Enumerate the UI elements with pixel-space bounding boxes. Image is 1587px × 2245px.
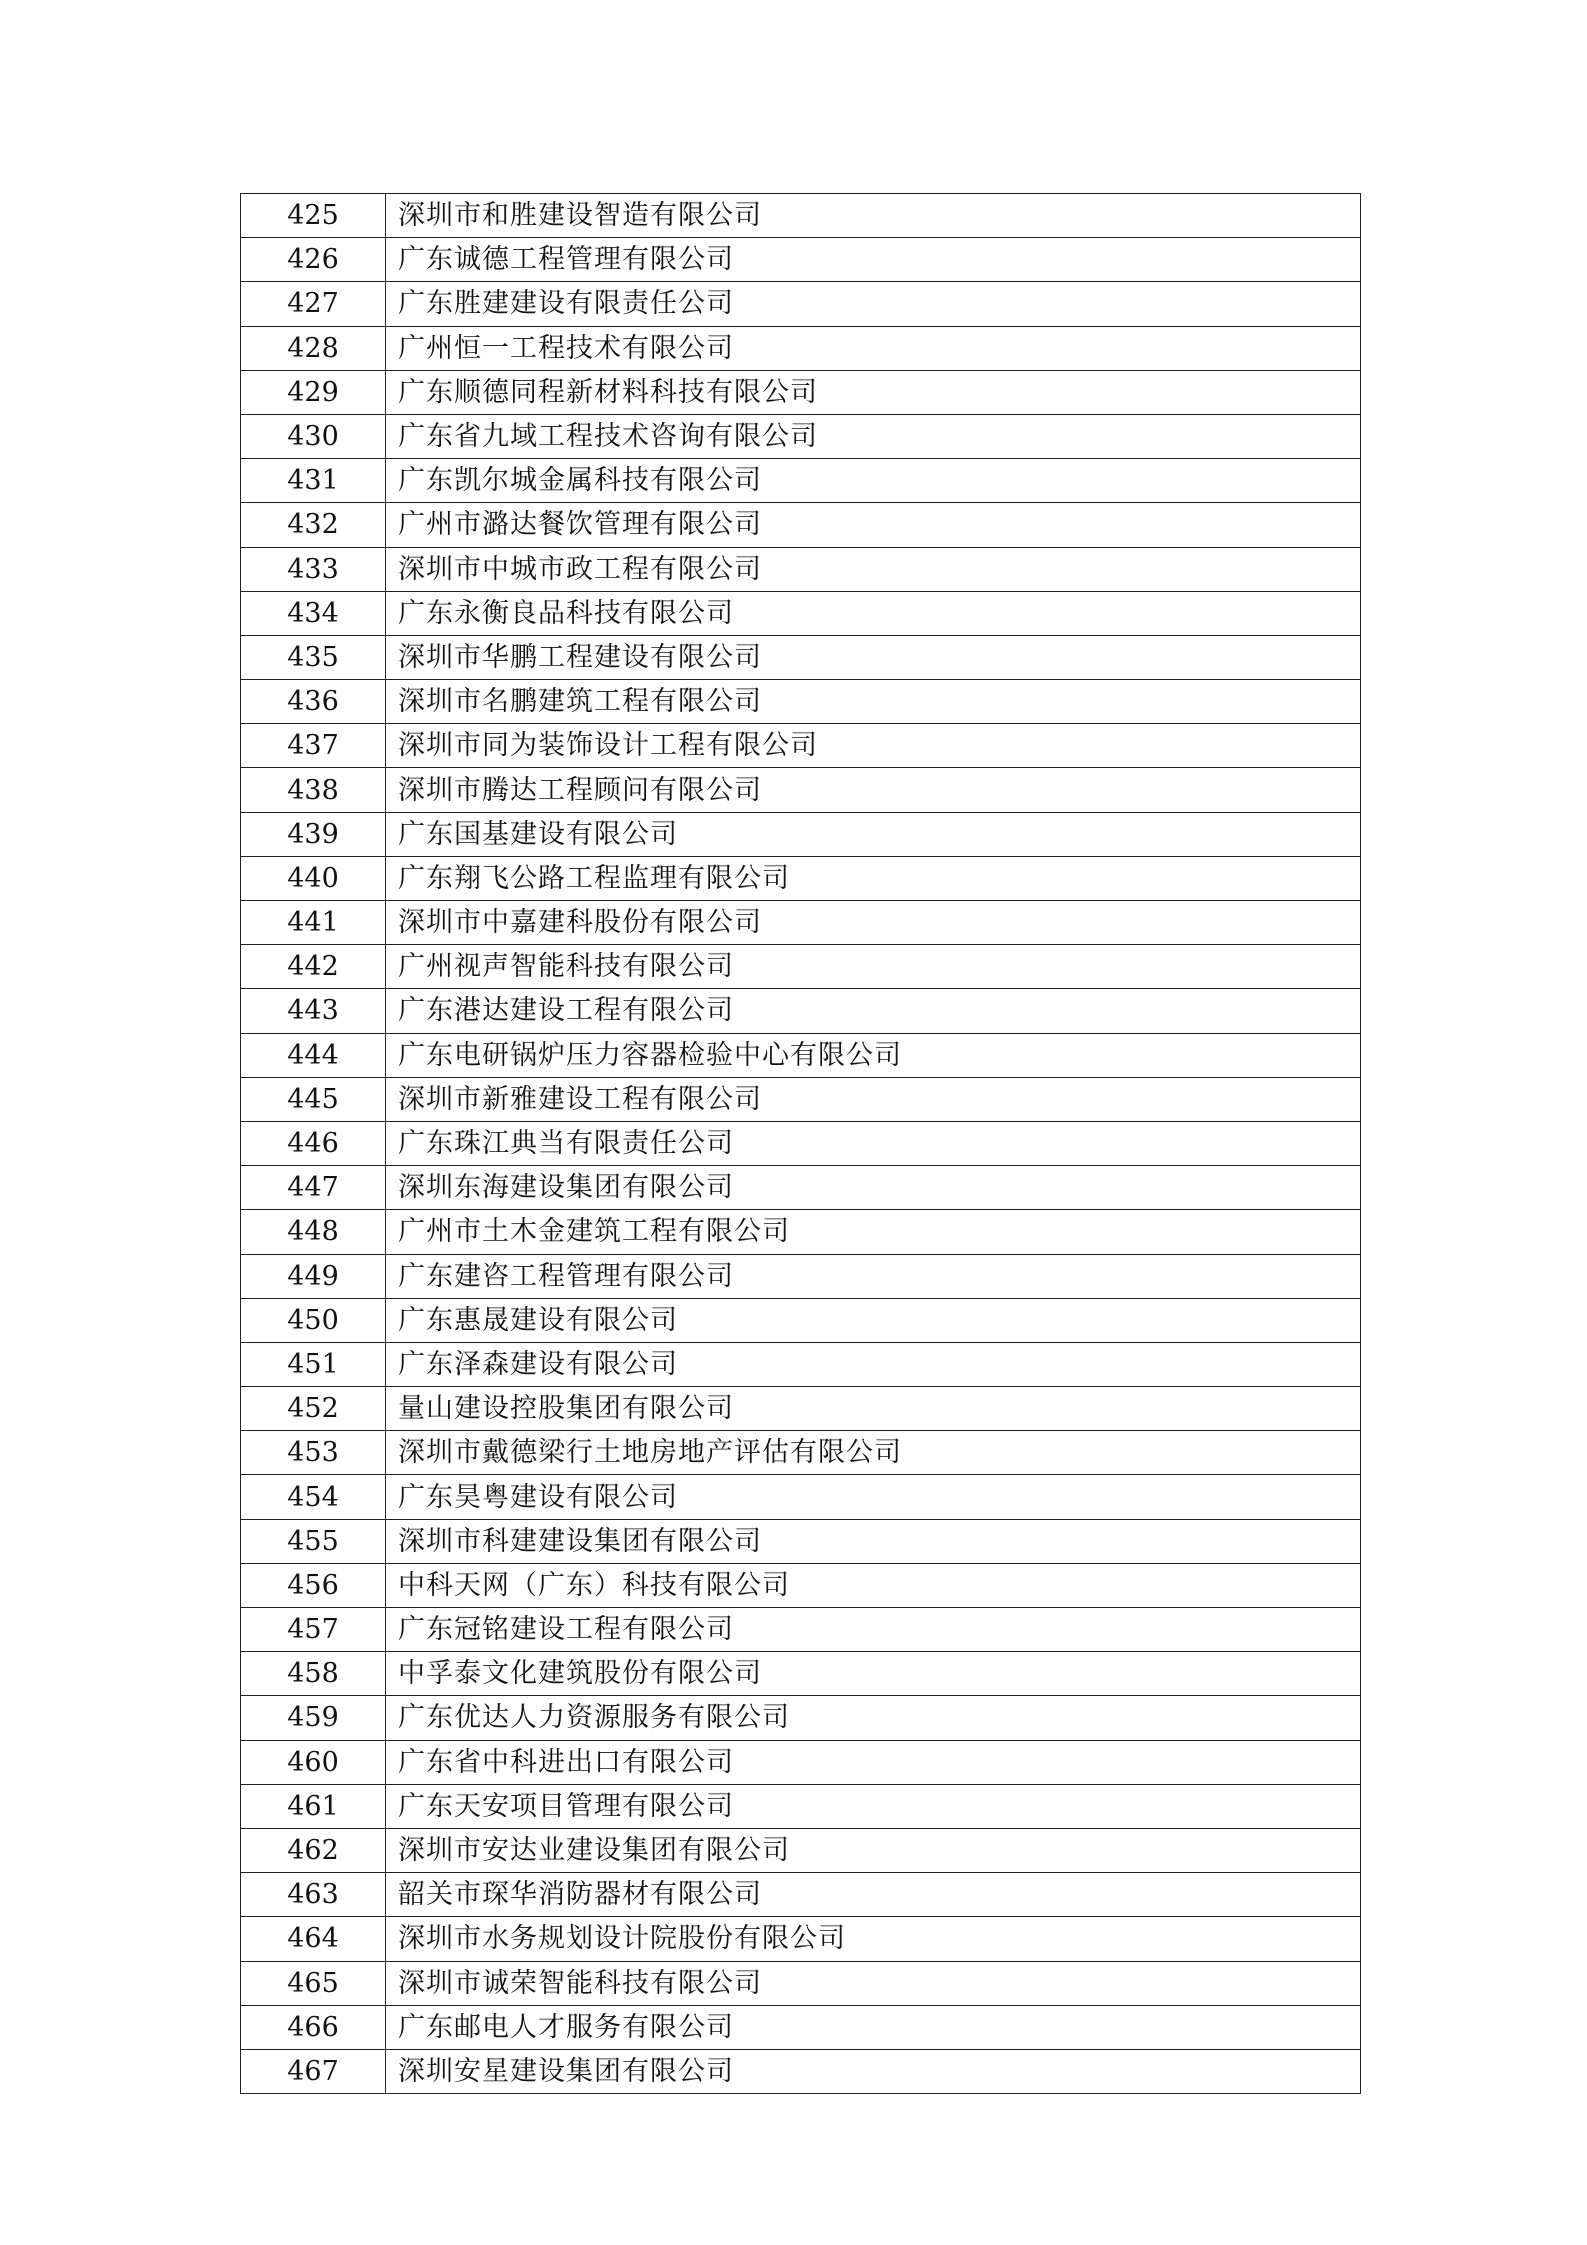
row-number-cell: 427 bbox=[241, 282, 386, 326]
row-number-cell: 448 bbox=[241, 1210, 386, 1254]
table-row bbox=[241, 1033, 1361, 1077]
table-row bbox=[241, 1475, 1361, 1519]
row-number-cell: 451 bbox=[241, 1342, 386, 1386]
company-list-body bbox=[241, 194, 1361, 2094]
table-row bbox=[241, 724, 1361, 768]
table-row bbox=[241, 1387, 1361, 1431]
row-number-cell: 436 bbox=[241, 680, 386, 724]
company-name-cell: 广东港达建设工程有限公司 bbox=[386, 989, 1361, 1033]
table-row bbox=[241, 1652, 1361, 1696]
table-row bbox=[241, 282, 1361, 326]
table-row bbox=[241, 1254, 1361, 1298]
table-row bbox=[241, 1342, 1361, 1386]
table-row bbox=[241, 856, 1361, 900]
row-number-cell: 426 bbox=[241, 238, 386, 282]
row-number-cell: 465 bbox=[241, 1961, 386, 2005]
company-name-cell: 广东电研锅炉压力容器检验中心有限公司 bbox=[386, 1033, 1361, 1077]
company-name-cell: 深圳市新雅建设工程有限公司 bbox=[386, 1077, 1361, 1121]
company-name-cell: 深圳市和胜建设智造有限公司 bbox=[386, 194, 1361, 238]
row-number-cell: 449 bbox=[241, 1254, 386, 1298]
row-number-cell: 453 bbox=[241, 1431, 386, 1475]
company-name-cell: 广东天安项目管理有限公司 bbox=[386, 1784, 1361, 1828]
company-name-cell: 广东邮电人才服务有限公司 bbox=[386, 2005, 1361, 2049]
table-row bbox=[241, 194, 1361, 238]
company-name-cell: 广东冠铭建设工程有限公司 bbox=[386, 1608, 1361, 1652]
company-name-cell: 广东泽森建设有限公司 bbox=[386, 1342, 1361, 1386]
table-row bbox=[241, 1784, 1361, 1828]
row-number-cell: 438 bbox=[241, 768, 386, 812]
row-number-cell: 454 bbox=[241, 1475, 386, 1519]
company-name-cell: 广东惠晟建设有限公司 bbox=[386, 1298, 1361, 1342]
table-row bbox=[241, 1166, 1361, 1210]
row-number-cell: 450 bbox=[241, 1298, 386, 1342]
company-name-cell: 广东胜建建设有限责任公司 bbox=[386, 282, 1361, 326]
row-number-cell: 432 bbox=[241, 503, 386, 547]
table-row bbox=[241, 414, 1361, 458]
row-number-cell: 442 bbox=[241, 945, 386, 989]
company-name-cell: 广东优达人力资源服务有限公司 bbox=[386, 1696, 1361, 1740]
row-number-cell: 443 bbox=[241, 989, 386, 1033]
row-number-cell: 459 bbox=[241, 1696, 386, 1740]
company-name-cell: 中科天网（广东）科技有限公司 bbox=[386, 1563, 1361, 1607]
table-row bbox=[241, 1740, 1361, 1784]
row-number-cell: 461 bbox=[241, 1784, 386, 1828]
table-row bbox=[241, 370, 1361, 414]
company-name-cell: 深圳市诚荣智能科技有限公司 bbox=[386, 1961, 1361, 2005]
table-row bbox=[241, 1519, 1361, 1563]
company-name-cell: 广东国基建设有限公司 bbox=[386, 812, 1361, 856]
row-number-cell: 444 bbox=[241, 1033, 386, 1077]
table-row bbox=[241, 326, 1361, 370]
table-row bbox=[241, 1210, 1361, 1254]
company-name-cell: 广东顺德同程新材料科技有限公司 bbox=[386, 370, 1361, 414]
row-number-cell: 467 bbox=[241, 2049, 386, 2093]
table-row bbox=[241, 1696, 1361, 1740]
row-number-cell: 440 bbox=[241, 856, 386, 900]
row-number-cell: 425 bbox=[241, 194, 386, 238]
table-row bbox=[241, 547, 1361, 591]
row-number-cell: 439 bbox=[241, 812, 386, 856]
row-number-cell: 434 bbox=[241, 591, 386, 635]
table-row bbox=[241, 238, 1361, 282]
row-number-cell: 428 bbox=[241, 326, 386, 370]
company-name-cell: 深圳市同为装饰设计工程有限公司 bbox=[386, 724, 1361, 768]
row-number-cell: 462 bbox=[241, 1828, 386, 1872]
table-row bbox=[241, 1608, 1361, 1652]
company-name-cell: 深圳市中嘉建科股份有限公司 bbox=[386, 901, 1361, 945]
company-name-cell: 广东诚德工程管理有限公司 bbox=[386, 238, 1361, 282]
table-row bbox=[241, 1828, 1361, 1872]
row-number-cell: 456 bbox=[241, 1563, 386, 1607]
table-row bbox=[241, 812, 1361, 856]
row-number-cell: 431 bbox=[241, 459, 386, 503]
table-row bbox=[241, 2005, 1361, 2049]
table-row bbox=[241, 901, 1361, 945]
row-number-cell: 430 bbox=[241, 414, 386, 458]
row-number-cell: 455 bbox=[241, 1519, 386, 1563]
row-number-cell: 464 bbox=[241, 1917, 386, 1961]
row-number-cell: 435 bbox=[241, 635, 386, 679]
row-number-cell: 457 bbox=[241, 1608, 386, 1652]
row-number-cell: 447 bbox=[241, 1166, 386, 1210]
table-row bbox=[241, 1077, 1361, 1121]
company-name-cell: 广东省中科进出口有限公司 bbox=[386, 1740, 1361, 1784]
row-number-cell: 429 bbox=[241, 370, 386, 414]
company-name-cell: 广东翔飞公路工程监理有限公司 bbox=[386, 856, 1361, 900]
table-row bbox=[241, 680, 1361, 724]
company-name-cell: 中孚泰文化建筑股份有限公司 bbox=[386, 1652, 1361, 1696]
table-row bbox=[241, 989, 1361, 1033]
table-row bbox=[241, 2049, 1361, 2093]
company-name-cell: 广东珠江典当有限责任公司 bbox=[386, 1121, 1361, 1165]
row-number-cell: 446 bbox=[241, 1121, 386, 1165]
company-name-cell: 广东凯尔城金属科技有限公司 bbox=[386, 459, 1361, 503]
row-number-cell: 437 bbox=[241, 724, 386, 768]
row-number-cell: 441 bbox=[241, 901, 386, 945]
table-row bbox=[241, 768, 1361, 812]
row-number-cell: 452 bbox=[241, 1387, 386, 1431]
table-row bbox=[241, 1298, 1361, 1342]
company-name-cell: 广州市潞达餐饮管理有限公司 bbox=[386, 503, 1361, 547]
row-number-cell: 463 bbox=[241, 1873, 386, 1917]
table-row bbox=[241, 459, 1361, 503]
row-number-cell: 433 bbox=[241, 547, 386, 591]
table-row bbox=[241, 1431, 1361, 1475]
company-name-cell: 广州恒一工程技术有限公司 bbox=[386, 326, 1361, 370]
company-name-cell: 深圳市戴德梁行土地房地产评估有限公司 bbox=[386, 1431, 1361, 1475]
table-row bbox=[241, 591, 1361, 635]
company-name-cell: 广东昊粤建设有限公司 bbox=[386, 1475, 1361, 1519]
table-row bbox=[241, 1121, 1361, 1165]
company-name-cell: 广东永衡良品科技有限公司 bbox=[386, 591, 1361, 635]
company-name-cell: 深圳市水务规划设计院股份有限公司 bbox=[386, 1917, 1361, 1961]
company-name-cell: 量山建设控股集团有限公司 bbox=[386, 1387, 1361, 1431]
company-name-cell: 深圳市安达业建设集团有限公司 bbox=[386, 1828, 1361, 1872]
company-name-cell: 深圳市中城市政工程有限公司 bbox=[386, 547, 1361, 591]
row-number-cell: 460 bbox=[241, 1740, 386, 1784]
company-name-cell: 广东省九域工程技术咨询有限公司 bbox=[386, 414, 1361, 458]
table-row bbox=[241, 1873, 1361, 1917]
company-name-cell: 深圳东海建设集团有限公司 bbox=[386, 1166, 1361, 1210]
company-name-cell: 广东建咨工程管理有限公司 bbox=[386, 1254, 1361, 1298]
company-name-cell: 深圳市名鹏建筑工程有限公司 bbox=[386, 680, 1361, 724]
table-row bbox=[241, 945, 1361, 989]
company-name-cell: 深圳市华鹏工程建设有限公司 bbox=[386, 635, 1361, 679]
company-name-cell: 广州视声智能科技有限公司 bbox=[386, 945, 1361, 989]
company-name-cell: 广州市土木金建筑工程有限公司 bbox=[386, 1210, 1361, 1254]
row-number-cell: 466 bbox=[241, 2005, 386, 2049]
company-name-cell: 深圳市腾达工程顾问有限公司 bbox=[386, 768, 1361, 812]
table-row bbox=[241, 1961, 1361, 2005]
company-name-cell: 深圳安星建设集团有限公司 bbox=[386, 2049, 1361, 2093]
company-list-table bbox=[240, 193, 1361, 2094]
row-number-cell: 445 bbox=[241, 1077, 386, 1121]
table-row bbox=[241, 1563, 1361, 1607]
table-row bbox=[241, 635, 1361, 679]
table-row bbox=[241, 503, 1361, 547]
table-row bbox=[241, 1917, 1361, 1961]
company-name-cell: 韶关市琛华消防器材有限公司 bbox=[386, 1873, 1361, 1917]
row-number-cell: 458 bbox=[241, 1652, 386, 1696]
company-name-cell: 深圳市科建建设集团有限公司 bbox=[386, 1519, 1361, 1563]
